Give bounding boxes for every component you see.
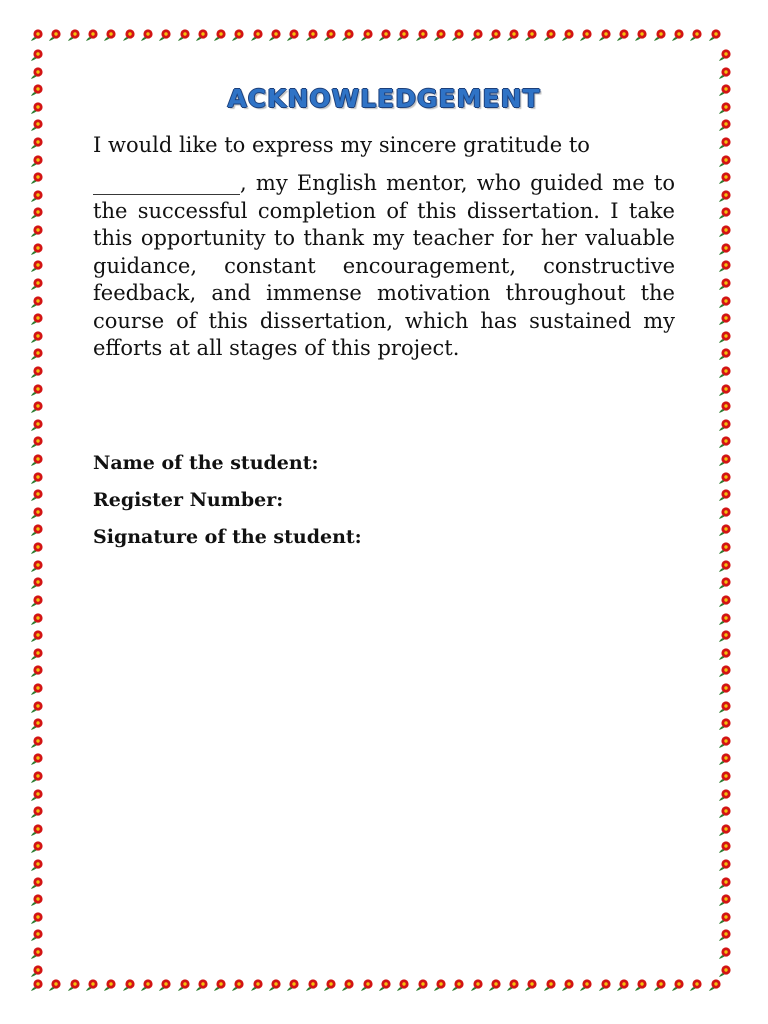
flower-icon (323, 978, 337, 992)
flower-icon (140, 978, 154, 992)
flower-icon (67, 978, 81, 992)
flower-icon (718, 928, 732, 942)
flower-icon (250, 28, 264, 42)
flower-icon (30, 647, 44, 661)
flower-icon (718, 876, 732, 890)
flower-icon (231, 28, 245, 42)
flower-icon (718, 647, 732, 661)
flower-icon (360, 978, 374, 992)
flower-icon (30, 964, 44, 978)
flower-icon (598, 978, 612, 992)
flower-icon (140, 28, 154, 42)
flower-icon (378, 978, 392, 992)
flower-icon (30, 788, 44, 802)
flower-icon (195, 28, 209, 42)
flower-icon (103, 978, 117, 992)
flower-icon (30, 911, 44, 925)
flower-icon (689, 978, 703, 992)
flower-icon (718, 576, 732, 590)
flower-icon (30, 453, 44, 467)
flower-icon (488, 978, 502, 992)
flower-icon (30, 28, 44, 42)
flower-icon (506, 978, 520, 992)
flower-icon (30, 770, 44, 784)
flower-icon (718, 383, 732, 397)
flower-icon (158, 28, 172, 42)
flower-icon (30, 559, 44, 573)
flower-icon (85, 978, 99, 992)
flower-icon (30, 523, 44, 537)
flower-icon (506, 28, 520, 42)
flower-icon (30, 541, 44, 555)
flower-icon (718, 629, 732, 643)
flower-icon (524, 28, 538, 42)
flower-icon (451, 28, 465, 42)
flower-icon (30, 118, 44, 132)
flower-icon (718, 752, 732, 766)
flower-icon (30, 700, 44, 714)
flower-icon (708, 28, 722, 42)
flower-icon (718, 893, 732, 907)
flower-icon (718, 453, 732, 467)
flower-icon (718, 612, 732, 626)
flower-icon (85, 28, 99, 42)
flower-icon (30, 365, 44, 379)
border-top (30, 28, 722, 48)
flower-icon (30, 206, 44, 220)
flower-icon (689, 28, 703, 42)
flower-icon (718, 330, 732, 344)
flower-icon (718, 664, 732, 678)
flower-icon (30, 735, 44, 749)
flower-icon (718, 277, 732, 291)
flower-icon (718, 154, 732, 168)
flower-icon (30, 840, 44, 854)
flower-icon (488, 28, 502, 42)
flower-icon (30, 612, 44, 626)
flower-icon (30, 383, 44, 397)
flower-icon (30, 312, 44, 326)
flower-icon (195, 978, 209, 992)
flower-icon (30, 488, 44, 502)
flower-icon (30, 330, 44, 344)
flower-icon (158, 978, 172, 992)
flower-icon (30, 48, 44, 62)
flower-icon (718, 858, 732, 872)
flower-icon (30, 400, 44, 414)
flower-icon (30, 171, 44, 185)
flower-icon (718, 770, 732, 784)
flower-icon (718, 295, 732, 309)
intro-line: I would like to express my sincere gratitude to (93, 133, 590, 157)
flower-icon (360, 28, 374, 42)
flower-icon (305, 28, 319, 42)
flower-icon (718, 823, 732, 837)
flower-icon (213, 28, 227, 42)
acknowledgement-paragraph: ______________, my English mentor, who guided me to the successful completion of this dissertation. I take this opportunity to thank my teacher for her valuable guidance, constant encouragement, constructive feedback, and immense motivation throughout the course of this dissertation, which has sustained my efforts at all stages of this project. (93, 171, 675, 360)
flower-icon (30, 978, 44, 992)
flower-icon (616, 28, 630, 42)
flower-icon (48, 28, 62, 42)
flower-icon (396, 978, 410, 992)
flower-icon (561, 28, 575, 42)
flower-icon (470, 978, 484, 992)
flower-icon (598, 28, 612, 42)
flower-icon (708, 978, 722, 992)
flower-icon (718, 66, 732, 80)
flower-icon (634, 28, 648, 42)
flower-icon (286, 978, 300, 992)
flower-icon (30, 682, 44, 696)
register-number-label: Register Number: (93, 489, 284, 511)
flower-icon (30, 946, 44, 960)
signature-label: Signature of the student: (93, 526, 362, 548)
flower-icon (524, 978, 538, 992)
flower-icon (718, 488, 732, 502)
flower-icon (213, 978, 227, 992)
flower-icon (718, 435, 732, 449)
flower-icon (561, 978, 575, 992)
flower-icon (30, 242, 44, 256)
flower-icon (671, 28, 685, 42)
flower-icon (671, 978, 685, 992)
flower-icon (718, 224, 732, 238)
flower-icon (268, 28, 282, 42)
border-bottom (30, 978, 722, 998)
flower-icon (470, 28, 484, 42)
flower-icon (323, 28, 337, 42)
flower-icon (718, 682, 732, 696)
flower-icon (30, 876, 44, 890)
flower-icon (543, 28, 557, 42)
flower-icon (415, 978, 429, 992)
flower-icon (30, 858, 44, 872)
flower-icon (30, 928, 44, 942)
flower-icon (378, 28, 392, 42)
flower-icon (103, 28, 117, 42)
flower-icon (122, 978, 136, 992)
flower-icon (48, 978, 62, 992)
flower-icon (30, 629, 44, 643)
flower-icon (268, 978, 282, 992)
flower-icon (718, 805, 732, 819)
flower-icon (634, 978, 648, 992)
flower-icon (451, 978, 465, 992)
flower-icon (718, 118, 732, 132)
border-left (30, 48, 50, 978)
flower-icon (543, 978, 557, 992)
flower-icon (718, 312, 732, 326)
flower-icon (718, 594, 732, 608)
flower-icon (653, 978, 667, 992)
flower-icon (579, 28, 593, 42)
flower-icon (433, 978, 447, 992)
flower-icon (718, 506, 732, 520)
flower-icon (30, 154, 44, 168)
flower-icon (341, 978, 355, 992)
flower-icon (396, 28, 410, 42)
flower-icon (30, 576, 44, 590)
flower-icon (30, 189, 44, 203)
flower-icon (718, 171, 732, 185)
flower-icon (718, 964, 732, 978)
page-title: ACKNOWLEDGEMENT (227, 84, 541, 113)
flower-icon (718, 717, 732, 731)
flower-icon (341, 28, 355, 42)
flower-icon (30, 277, 44, 291)
flower-icon (718, 400, 732, 414)
flower-icon (30, 594, 44, 608)
flower-icon (718, 735, 732, 749)
flower-icon (718, 259, 732, 273)
flower-icon (30, 471, 44, 485)
border-right (718, 48, 738, 978)
flower-icon (718, 946, 732, 960)
flower-icon (718, 541, 732, 555)
flower-icon (718, 206, 732, 220)
flower-icon (718, 911, 732, 925)
flower-icon (177, 28, 191, 42)
flower-icon (30, 435, 44, 449)
flower-icon (718, 136, 732, 150)
flower-icon (30, 66, 44, 80)
flower-icon (231, 978, 245, 992)
flower-icon (415, 28, 429, 42)
flower-icon (30, 418, 44, 432)
flower-icon (30, 752, 44, 766)
flower-icon (30, 259, 44, 273)
flower-icon (30, 717, 44, 731)
flower-icon (653, 28, 667, 42)
flower-icon (579, 978, 593, 992)
flower-icon (122, 28, 136, 42)
flower-icon (30, 224, 44, 238)
flower-icon (718, 48, 732, 62)
flower-icon (30, 136, 44, 150)
flower-icon (718, 788, 732, 802)
flower-icon (718, 523, 732, 537)
flower-icon (30, 893, 44, 907)
flower-icon (718, 189, 732, 203)
flower-icon (718, 559, 732, 573)
flower-icon (718, 365, 732, 379)
flower-icon (718, 700, 732, 714)
student-details (93, 449, 675, 560)
flower-icon (250, 978, 264, 992)
flower-icon (30, 347, 44, 361)
flower-icon (718, 418, 732, 432)
flower-icon (30, 823, 44, 837)
flower-icon (286, 28, 300, 42)
flower-icon (718, 242, 732, 256)
flower-icon (718, 471, 732, 485)
flower-icon (433, 28, 447, 42)
flower-icon (30, 664, 44, 678)
flower-icon (718, 840, 732, 854)
flower-icon (177, 978, 191, 992)
flower-icon (305, 978, 319, 992)
flower-icon (67, 28, 81, 42)
flower-icon (30, 295, 44, 309)
flower-icon (30, 506, 44, 520)
flower-icon (30, 805, 44, 819)
student-name-label: Name of the student: (93, 452, 319, 474)
flower-icon (616, 978, 630, 992)
flower-icon (718, 347, 732, 361)
